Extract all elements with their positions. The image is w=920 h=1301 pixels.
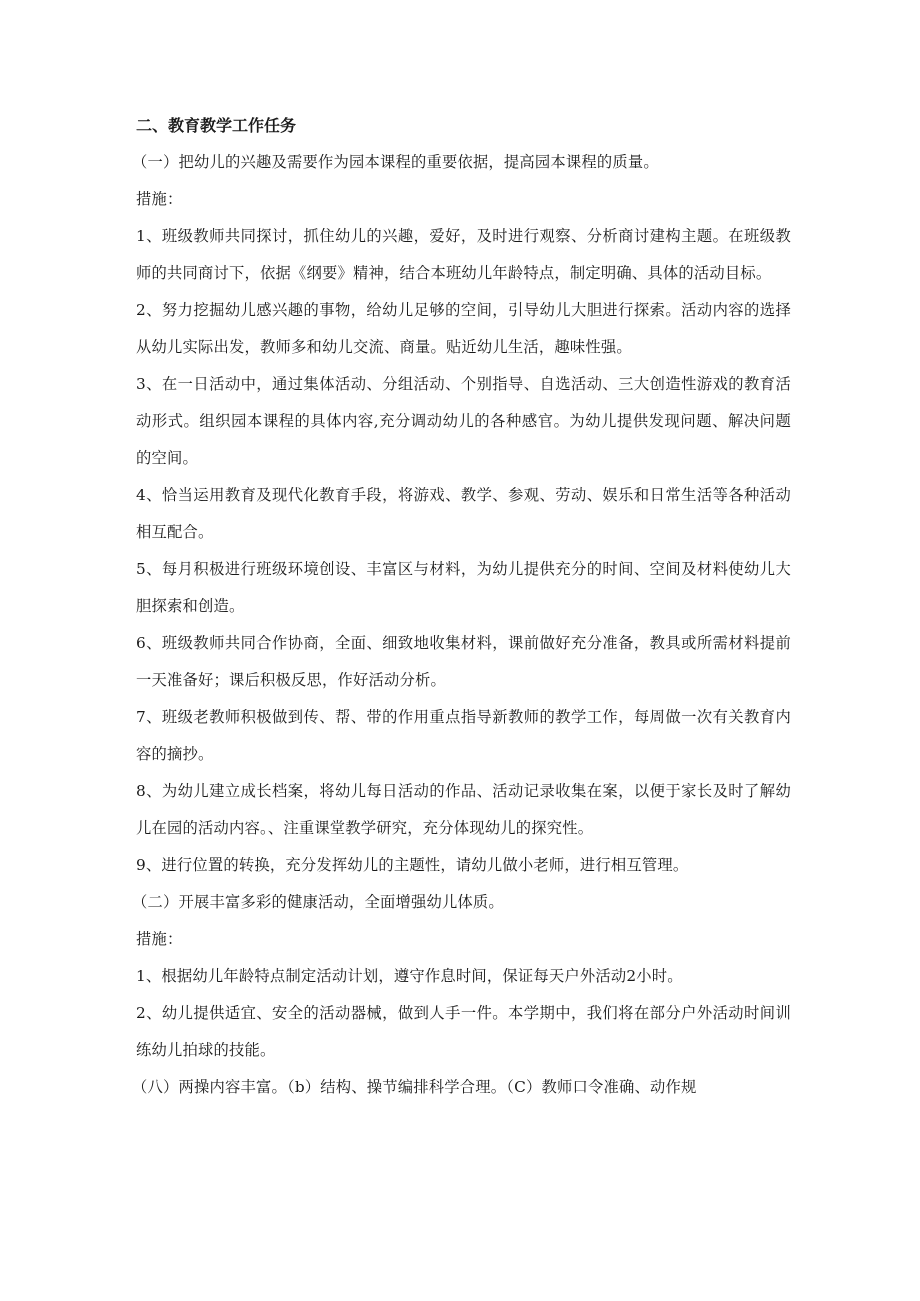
measure-1-7: 7、班级老教师积极做到传、帮、带的作用重点指导新教师的教学工作，每周做一次有关教育内容的摘抄。 <box>136 708 791 763</box>
measure-1-1: 1、班级教师共同探讨，抓住幼儿的兴趣，爱好，及时进行观察、分析商讨建构主题。在班级教师的共同商讨下，依据《纲要》精神，结合本班幼儿年龄特点，制定明确、具体的活动目标。 <box>136 227 791 282</box>
measures-label-2: 措施： <box>136 930 183 948</box>
measure-1-8: 8、为幼儿建立成长档案，将幼儿每日活动的作品、活动记录收集在案，以便于家长及时了解幼儿在园的活动内容。、注重课堂教学研究，充分体现幼儿的探究性。 <box>136 782 791 837</box>
measure-1-3: 3、在一日活动中，通过集体活动、分组活动、个别指导、自选活动、三大创造性游戏的教育活动形式。组织园本课程的具体内容,充分调动幼儿的各种感官。为幼儿提供发现问题、解决问题的空间。 <box>136 375 791 467</box>
measure-2-3: （八）两操内容丰富。（b）结构、操节编排科学合理。（C）教师口令准确、动作规 <box>132 1078 697 1096</box>
section-title: 二、教育教学工作任务 <box>136 116 297 135</box>
measure-1-4: 4、恰当运用教育及现代化教育手段，将游戏、教学、参观、劳动、娱乐和日常生活等各种活动相互配合。 <box>136 486 791 541</box>
measure-2-1: 1、根据幼儿年龄特点制定活动计划，遵守作息时间，保证每天户外活动2小时。 <box>136 967 683 985</box>
subsection-1-title: （一）把幼儿的兴趣及需要作为园本课程的重要依据，提高园本课程的质量。 <box>132 153 659 171</box>
measure-1-6: 6、班级教师共同合作协商，全面、细致地收集材料，课前做好充分准备，教具或所需材料提前一天准备好；课后积极反思，作好活动分析。 <box>136 634 791 689</box>
measure-1-2: 2、努力挖掘幼儿感兴趣的事物，给幼儿足够的空间，引导幼儿大胆进行探索。活动内容的选择从幼儿实际出发，教师多和幼儿交流、商量。贴近幼儿生活，趣味性强。 <box>136 301 791 356</box>
document-body <box>132 108 791 1106</box>
measure-2-2: 2、幼儿提供适宜、安全的活动器械，做到人手一件。本学期中，我们将在部分户外活动时间训练幼儿拍球的技能。 <box>136 1004 791 1059</box>
measure-1-5: 5、每月积极进行班级环境创设、丰富区与材料，为幼儿提供充分的时间、空间及材料使幼儿大胆探索和创造。 <box>136 560 791 615</box>
subsection-2-title: （二）开展丰富多彩的健康活动，全面增强幼儿体质。 <box>132 893 504 911</box>
measure-1-9: 9、进行位置的转换，充分发挥幼儿的主题性，请幼儿做小老师，进行相互管理。 <box>136 856 689 874</box>
measures-label-1: 措施： <box>136 190 183 208</box>
